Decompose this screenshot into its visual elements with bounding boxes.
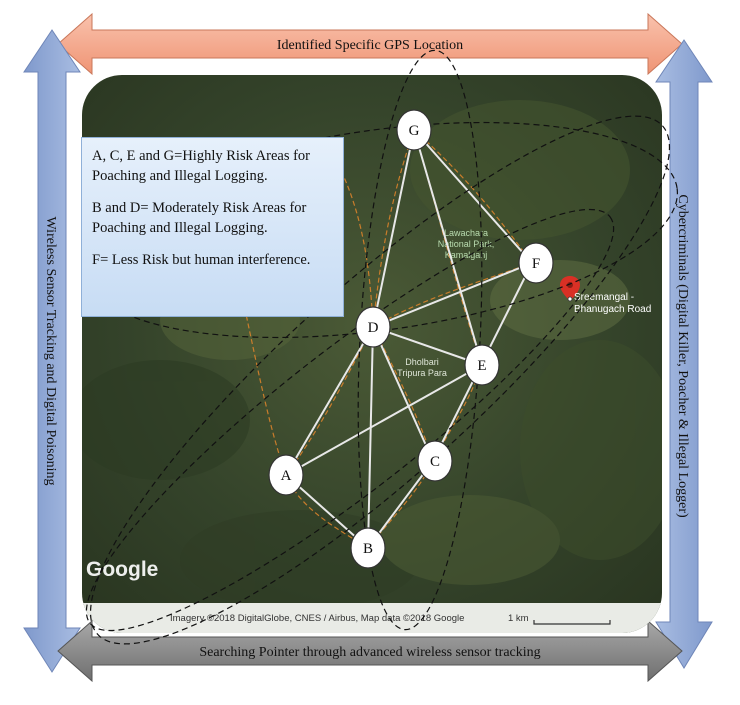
village-label-line1: Dholbari — [405, 357, 439, 367]
node-g — [397, 110, 431, 150]
top-arrow-label: Identified Specific GPS Location — [276, 38, 464, 53]
legend-high-risk: A, C, E and G=Highly Risk Areas for Poaching and Illegal Logging. — [92, 148, 311, 184]
node-g-label: G — [408, 123, 420, 139]
node-c — [418, 441, 452, 481]
node-a — [269, 455, 303, 495]
node-d-label: D — [367, 320, 379, 336]
map-attribution: Imagery ©2018 DigitalGlobe, CNES / Airbus, Map data ©2018 Google — [170, 613, 465, 624]
google-logo: Google — [86, 558, 159, 581]
node-b-label: B — [362, 541, 374, 557]
park-label-line1: Lawachara — [443, 228, 489, 238]
right-arrow-label: Cybercriminals (Digital Killer, Poacher & Illegal Logger) — [675, 194, 690, 518]
node-f — [519, 243, 553, 283]
village-label-line2: Tripura Para — [397, 368, 447, 378]
left-arrow — [24, 30, 80, 672]
node-e-label: E — [477, 358, 487, 374]
node-d — [356, 307, 390, 347]
park-label-line2: National Park, — [437, 239, 495, 249]
risk-legend-box — [81, 137, 344, 317]
node-c-label: C — [429, 454, 441, 470]
node-b — [351, 528, 385, 568]
bottom-arrow-label: Searching Pointer through advanced wireless sensor tracking — [199, 645, 541, 660]
legend-moderate-risk: B and D= Moderately Risk Areas for Poaching and Illegal Logging. — [92, 200, 307, 236]
node-a-label: A — [280, 468, 292, 484]
park-label-line3: Kamalganj — [444, 250, 488, 260]
map-scale-label: 1 km — [508, 613, 529, 624]
right-arrow — [656, 40, 712, 668]
node-f-label: F — [531, 256, 541, 272]
left-arrow-label: Wireless Sensor Tracking and Digital Poisoning — [43, 216, 58, 486]
top-arrow — [58, 14, 682, 74]
node-e — [465, 345, 499, 385]
place-label-line2: Bhanugach Road — [574, 304, 652, 315]
place-label-line1: Sreemangal - — [574, 292, 635, 303]
legend-low-risk: F= Less Risk but human interference. — [92, 252, 311, 268]
